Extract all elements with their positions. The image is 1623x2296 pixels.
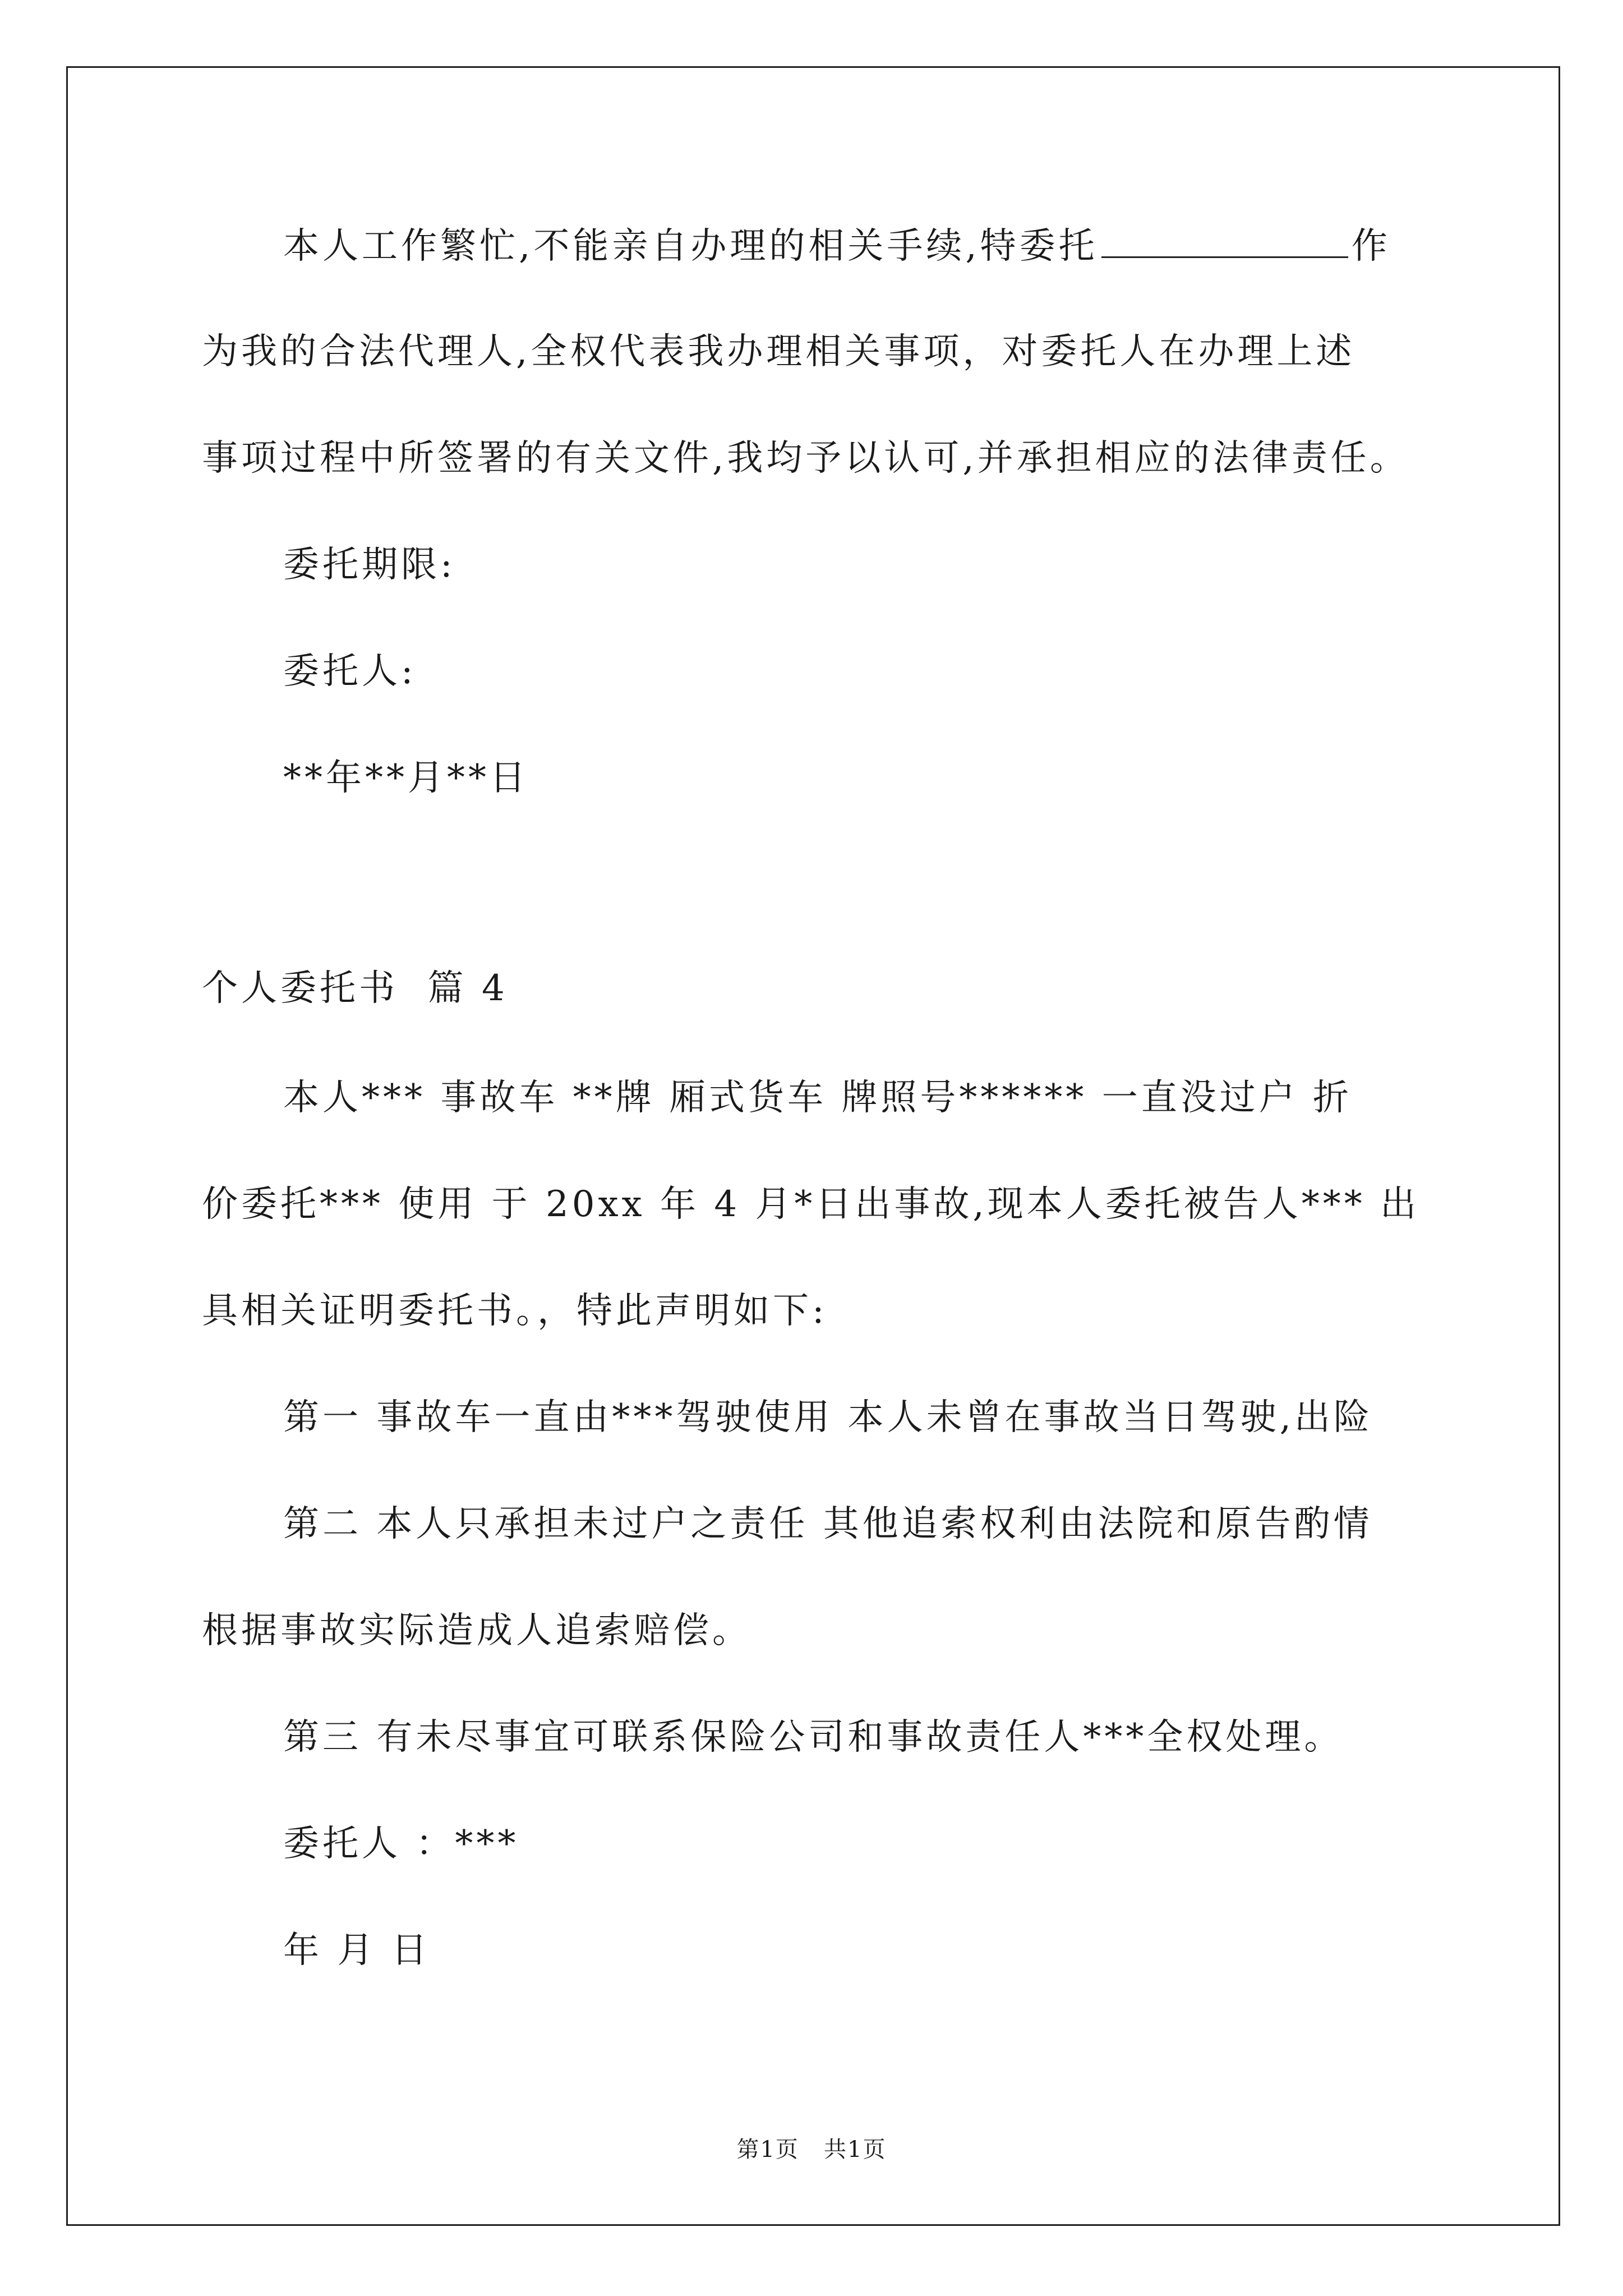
paragraph-1-text-after-blank: 作 bbox=[1351, 226, 1391, 267]
date-line-1: **年**月**日 bbox=[283, 757, 529, 799]
paragraph-1-line-3: 事项过程中所签署的有关文件,我均予以认可,并承担相应的法律责任。 bbox=[202, 438, 1409, 479]
item-3: 第三 有未尽事宜可联系保险公司和事故责任人***全权处理。 bbox=[283, 1717, 1344, 1758]
page-border bbox=[66, 66, 1560, 2226]
paragraph-1-text-before-blank: 本人工作繁忙,不能亲自办理的相关手续,特委托 bbox=[283, 226, 1098, 267]
principal-label: 委托人: bbox=[283, 651, 417, 692]
date-line-2: 年 月 日 bbox=[283, 1930, 431, 1971]
paragraph-2-line-2: 价委托*** 使用 于 20xx 年 4 月*日出事故,现本人委托被告人*** 出 bbox=[202, 1184, 1420, 1225]
principal-signature-line: 委托人 ：*** bbox=[283, 1823, 519, 1865]
page-footer: 第1页 共1页 bbox=[736, 2137, 887, 2162]
item-2-line-2: 根据事故实际造成人追索赔偿。 bbox=[202, 1610, 751, 1651]
paragraph-1-line-2: 为我的合法代理人,全权代表我办理相关事项，对委托人在办理上述 bbox=[202, 331, 1355, 372]
paragraph-1-line-1 bbox=[283, 226, 1391, 267]
agent-name-blank bbox=[1101, 227, 1348, 258]
item-1: 第一 事故车一直由***驾驶使用 本人未曾在事故当日驾驶,出险 bbox=[283, 1397, 1373, 1438]
term-label: 委托期限: bbox=[283, 544, 456, 586]
section-heading: 个人委托书 篇 4 bbox=[202, 968, 508, 1009]
item-2-line-1: 第二 本人只承担未过户之责任 其他追索权利由法院和原告酌情 bbox=[283, 1503, 1373, 1545]
paragraph-2-line-3: 具相关证明委托书。，特此声明如下: bbox=[202, 1290, 828, 1332]
paragraph-2-line-1: 本人*** 事故车 **牌 厢式货车 牌照号****** 一直没过户 折 bbox=[283, 1077, 1353, 1119]
